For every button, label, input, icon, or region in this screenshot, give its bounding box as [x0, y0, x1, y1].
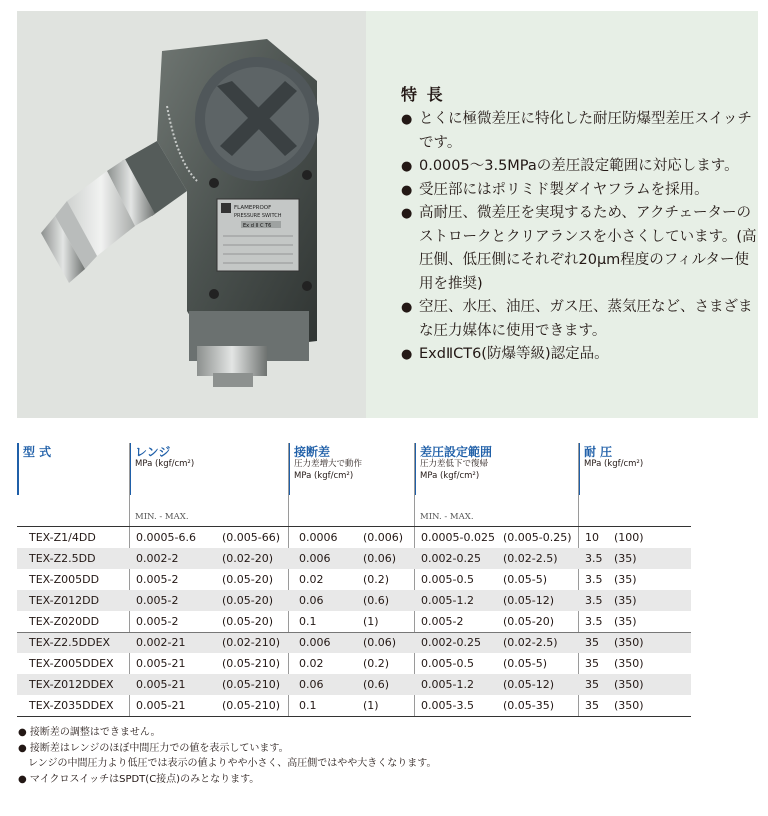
cell-p: 10 [585, 531, 599, 544]
cell-diff: 0.02 [299, 573, 324, 586]
cell-p: 3.5 [585, 615, 603, 628]
cell-range-kgf: (0.05-210) [222, 699, 281, 712]
cell-set-kgf: (0.05-20) [503, 615, 555, 628]
cell-p: 35 [585, 657, 599, 670]
header-model [17, 443, 129, 527]
cell-diff-kgf: (0.2) [363, 657, 390, 670]
table-row [17, 674, 691, 695]
cell-model: TEX-Z2.5DD [29, 552, 96, 565]
cell-set: 0.005-3.5 [421, 699, 474, 712]
header-range [129, 443, 288, 527]
cell-range: 0.005-21 [136, 699, 186, 712]
cell-range: 0.002-21 [136, 636, 186, 649]
feature-item: ● 高耐圧、微差圧を実現するため、アクチェーターのストロークとクリアランスを小さくしています。(高圧側、低圧側にそれぞれ20µm程度のフィルター使用を推奨) [401, 202, 761, 296]
cell-set-kgf: (0.05-12) [503, 594, 555, 607]
header-pressure [578, 443, 691, 527]
cell-model: TEX-Z1/4DD [29, 531, 96, 544]
cell-p-kgf: (350) [614, 678, 644, 691]
cell-model: TEX-Z005DDEX [29, 657, 114, 670]
cell-diff-kgf: (0.6) [363, 678, 390, 691]
table-row [17, 527, 691, 548]
cell-set: 0.005-1.2 [421, 594, 474, 607]
cell-range: 0.005-21 [136, 657, 186, 670]
header-diff-title: 接断差 [294, 445, 331, 459]
cell-p-kgf: (35) [614, 594, 637, 607]
cell-set: 0.002-0.25 [421, 636, 481, 649]
cell-set: 0.005-1.2 [421, 678, 474, 691]
cell-model: TEX-Z2.5DDEX [29, 636, 111, 649]
cell-set: 0.005-0.5 [421, 657, 474, 670]
cell-p-kgf: (100) [614, 531, 644, 544]
cell-range-kgf: (0.05-20) [222, 573, 274, 586]
cell-diff-kgf: (1) [363, 615, 379, 628]
table-rule [17, 632, 691, 633]
cell-range: 0.005-2 [136, 615, 179, 628]
cell-range: 0.005-21 [136, 678, 186, 691]
cell-p: 3.5 [585, 594, 603, 607]
cell-p-kgf: (35) [614, 552, 637, 565]
feature-item: ● とくに極微差圧に特化した耐圧防爆型差圧スイッチです。 [401, 108, 761, 155]
cell-set-kgf: (0.02-2.5) [503, 552, 558, 565]
header-diff-desc: 圧力差増大で動作 [294, 459, 363, 469]
cell-diff-kgf: (0.006) [363, 531, 404, 544]
feature-item: ● ExdⅡCT6(防爆等級)認定品。 [401, 343, 761, 367]
cell-diff: 0.06 [299, 594, 324, 607]
table-row [17, 548, 691, 569]
cell-range-kgf: (0.005-66) [222, 531, 281, 544]
features-title: 特 長 [401, 85, 445, 104]
table-row [17, 632, 691, 653]
cell-range: 0.005-2 [136, 573, 179, 586]
cell-diff: 0.02 [299, 657, 324, 670]
cell-diff-kgf: (0.2) [363, 573, 390, 586]
cell-range-kgf: (0.02-20) [222, 552, 274, 565]
table-row [17, 695, 691, 716]
cell-p: 3.5 [585, 573, 603, 586]
cell-set: 0.0005-0.025 [421, 531, 495, 544]
cell-model: TEX-Z020DD [29, 615, 100, 628]
feature-item: ● 0.0005〜3.5MPaの差圧設定範囲に対応します。 [401, 155, 761, 179]
cell-model: TEX-Z005DD [29, 573, 100, 586]
header-range-minmax: MIN. - MAX. [135, 512, 189, 522]
cell-set-kgf: (0.05-5) [503, 573, 548, 586]
cell-diff: 0.1 [299, 699, 317, 712]
cell-p-kgf: (35) [614, 615, 637, 628]
nameplate-text-1: FLAMEPROOF [234, 205, 272, 211]
cell-model: TEX-Z012DDEX [29, 678, 114, 691]
feature-item: ● 空圧、水圧、油圧、ガス圧、蒸気圧など、さまざまな圧力媒体に使用できます。 [401, 296, 761, 343]
feature-item: ● 受圧部にはポリミド製ダイヤフラムを採用。 [401, 179, 761, 203]
cell-diff: 0.06 [299, 678, 324, 691]
table-row [17, 611, 691, 632]
cell-range-kgf: (0.05-20) [222, 615, 274, 628]
header-range-unit: MPa (kgf/cm²) [135, 459, 195, 469]
cell-diff-kgf: (0.6) [363, 594, 390, 607]
cell-set-kgf: (0.02-2.5) [503, 636, 558, 649]
cell-range: 0.002-2 [136, 552, 179, 565]
cell-p: 35 [585, 699, 599, 712]
header-range-title: レンジ [135, 445, 171, 459]
cell-range-kgf: (0.02-210) [222, 636, 281, 649]
cell-set-kgf: (0.05-12) [503, 678, 555, 691]
header-diff-unit: MPa (kgf/cm²) [294, 471, 354, 481]
nameplate-code: Ex d II C T6 [243, 223, 272, 229]
cell-set: 0.005-2 [421, 615, 464, 628]
cell-set: 0.005-0.5 [421, 573, 474, 586]
table-row [17, 590, 691, 611]
header-setting-title: 差圧設定範囲 [420, 445, 493, 459]
cell-diff-kgf: (0.06) [363, 636, 397, 649]
cell-range-kgf: (0.05-20) [222, 594, 274, 607]
cell-p: 3.5 [585, 552, 603, 565]
cell-p-kgf: (350) [614, 636, 644, 649]
header-pressure-unit: MPa (kgf/cm²) [584, 459, 644, 469]
cell-range: 0.005-2 [136, 594, 179, 607]
table-row [17, 653, 691, 674]
cell-p-kgf: (35) [614, 573, 637, 586]
cell-diff: 0.006 [299, 636, 331, 649]
table-rule [17, 716, 691, 717]
cell-model: TEX-Z012DD [29, 594, 100, 607]
cell-diff: 0.1 [299, 615, 317, 628]
header-setting [414, 443, 578, 527]
header-setting-minmax: MIN. - MAX. [420, 512, 474, 522]
cell-model: TEX-Z035DDEX [29, 699, 114, 712]
product-panel [17, 11, 758, 418]
cell-diff: 0.006 [299, 552, 331, 565]
note-item: ● マイクロスイッチはSPDT(C接点)のみとなります。 [18, 773, 260, 785]
cell-range: 0.0005-6.6 [136, 531, 196, 544]
cell-diff-kgf: (1) [363, 699, 379, 712]
cell-diff: 0.0006 [299, 531, 338, 544]
note-item: レンジの中間圧力より低圧では表示の値よりやや小さく、高圧側ではやや大きくなります。 [28, 758, 437, 769]
header-setting-unit: MPa (kgf/cm²) [420, 471, 480, 481]
nameplate-text-2: PRESSURE SWITCH [234, 213, 282, 219]
notes-list [18, 725, 437, 787]
cell-set: 0.002-0.25 [421, 552, 481, 565]
cell-p-kgf: (350) [614, 657, 644, 670]
note-item: ● 接断差の調整はできません。 [18, 727, 161, 738]
product-photo [17, 11, 366, 418]
header-diff [288, 443, 414, 527]
header-pressure-title: 耐 圧 [584, 445, 613, 459]
cell-range-kgf: (0.05-210) [222, 678, 281, 691]
pressure-switch-illustration [17, 11, 366, 418]
cell-p: 35 [585, 636, 599, 649]
cell-set-kgf: (0.05-35) [503, 699, 555, 712]
cell-range-kgf: (0.05-210) [222, 657, 281, 670]
features-list [401, 108, 761, 367]
header-setting-sub [420, 458, 488, 482]
note-item: ● 接断差はレンジのほぼ中間圧力での値を表示しています。 [18, 742, 289, 754]
cell-set-kgf: (0.05-5) [503, 657, 548, 670]
cell-p: 35 [585, 678, 599, 691]
header-setting-desc: 圧力差低下で復帰 [420, 459, 489, 469]
header-diff-sub [294, 458, 362, 482]
table-row [17, 569, 691, 590]
table-rule [17, 526, 691, 527]
header-model-title: 型 式 [23, 445, 52, 459]
cell-diff-kgf: (0.06) [363, 552, 397, 565]
cell-p-kgf: (350) [614, 699, 644, 712]
cell-set-kgf: (0.005-0.25) [503, 531, 572, 544]
